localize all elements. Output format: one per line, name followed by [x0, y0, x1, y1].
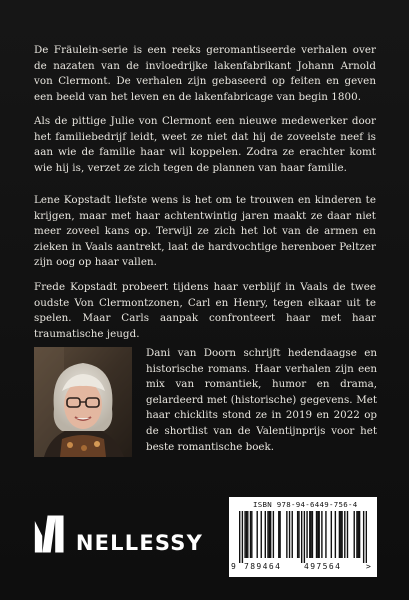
barcode-bar [325, 511, 326, 558]
barcode-bar [246, 511, 247, 558]
barcode-bar [363, 511, 364, 563]
barcode-bar [318, 511, 319, 558]
barcode-bar [247, 511, 248, 558]
author-photo [34, 347, 132, 457]
barcode-bar [316, 511, 317, 558]
barcode-bar [273, 511, 274, 558]
blurb-paragraph-series: De Fräulein-serie is een reeks geromantiseerde verhalen over de nazaten van de invloedrijke lakenfabrikant Johann Arnold von Clermont. De verhalen zijn gebaseerd op feiten en geven een beeld van het leven en de lakenfabricage van begin 1800. [34, 44, 376, 103]
barcode-group-2: 497564 [304, 562, 342, 571]
barcode-bar [289, 511, 290, 558]
blurb-paragraph-lene: Lene Kopstadt liefste wens is het om te trouwen en kinderen te krijgen, maar met haar achtentwintig jaren maakt ze daar niet meer zoveel kans op. Terwijl ze zich het lot van de armen en zieken in Vaals aantrekt, laat de hardvochtige herenboer Peltzer zijn oog op haar vallen. [34, 194, 376, 269]
blurb-paragraph-julie: Als de pittige Julie von Clermont een nieuwe medewerker door het familiebedrijf leidt, weet ze niet dat hij de zoveelste neef is aan wie de familie haar wil koppelen. Zodra ze erachter komt wie hij is, verzet ze zich tegen de plannen van haar familie. [34, 115, 376, 174]
barcode-bar [358, 511, 359, 558]
barcode-bar [301, 511, 302, 563]
barcode-bar [359, 511, 360, 558]
barcode-bar [344, 511, 345, 558]
publisher-logo [33, 512, 203, 556]
barcode-bar [286, 511, 287, 558]
blurb-paragraph-frede: Frede Kopstadt probeert tijdens haar verblijf in Vaals de twee oudste Von Clermontzonen, Carl en Henry, tegen elkaar uit te spelen. Maar Carls aanpak confronteert haar met haar traumatische jeugd. [34, 281, 376, 340]
barcode-bar [279, 511, 280, 558]
barcode-bar [251, 511, 252, 558]
barcode-bars [239, 511, 367, 563]
barcode-bar [335, 511, 336, 558]
barcode-bar [312, 511, 313, 558]
barcode-bar [239, 511, 240, 563]
barcode-bar [244, 511, 245, 558]
nellessy-n-logo-icon [33, 512, 72, 556]
barcode-bar [339, 511, 340, 558]
barcode-bar [310, 511, 311, 558]
barcode-bar [261, 511, 262, 558]
barcode-bar [331, 511, 332, 558]
barcode-bar [292, 511, 293, 558]
author-portrait-image [34, 347, 132, 457]
barcode-bar [242, 511, 243, 563]
barcode-bar [309, 511, 310, 558]
barcode-bar [297, 511, 298, 558]
publisher-name: NELLESSY [75, 531, 203, 555]
barcode-bar [304, 511, 305, 563]
barcode-bar [347, 511, 348, 558]
barcode-bar [341, 511, 342, 558]
barcode-bar [306, 511, 307, 558]
barcode-bar [356, 511, 357, 558]
barcode-bar [354, 511, 355, 558]
barcode-bar [278, 511, 279, 558]
barcode-bar [298, 511, 299, 558]
barcode-bar [257, 511, 258, 558]
barcode-bar [265, 511, 266, 558]
isbn-label: ISBN 978-94-6449-756-4 [253, 500, 358, 509]
barcode-bar [366, 511, 367, 563]
barcode-bar [317, 511, 318, 558]
barcode-bar [250, 511, 251, 558]
barcode-bar [267, 511, 268, 558]
barcode-bar [270, 511, 271, 558]
author-bio: Dani van Doorn schrijft hedendaagse en historische romans. Haar verhalen zijn een mix van romantiek, humor en drama, gelardeerd met (historische) gegevens. Met haar chicklits stond ze in 2019 en 2022 op de shortlist van de Valentijnprijs voor het beste romantische boek. [146, 347, 377, 453]
barcode-group-1: 789464 [244, 562, 282, 571]
barcode-bar [321, 511, 322, 558]
barcode-bar [340, 511, 341, 558]
barcode-lead-digit: 9 [231, 562, 237, 571]
barcode-guard: > [366, 562, 372, 571]
barcode-bar [269, 511, 270, 558]
isbn-barcode [229, 497, 377, 577]
